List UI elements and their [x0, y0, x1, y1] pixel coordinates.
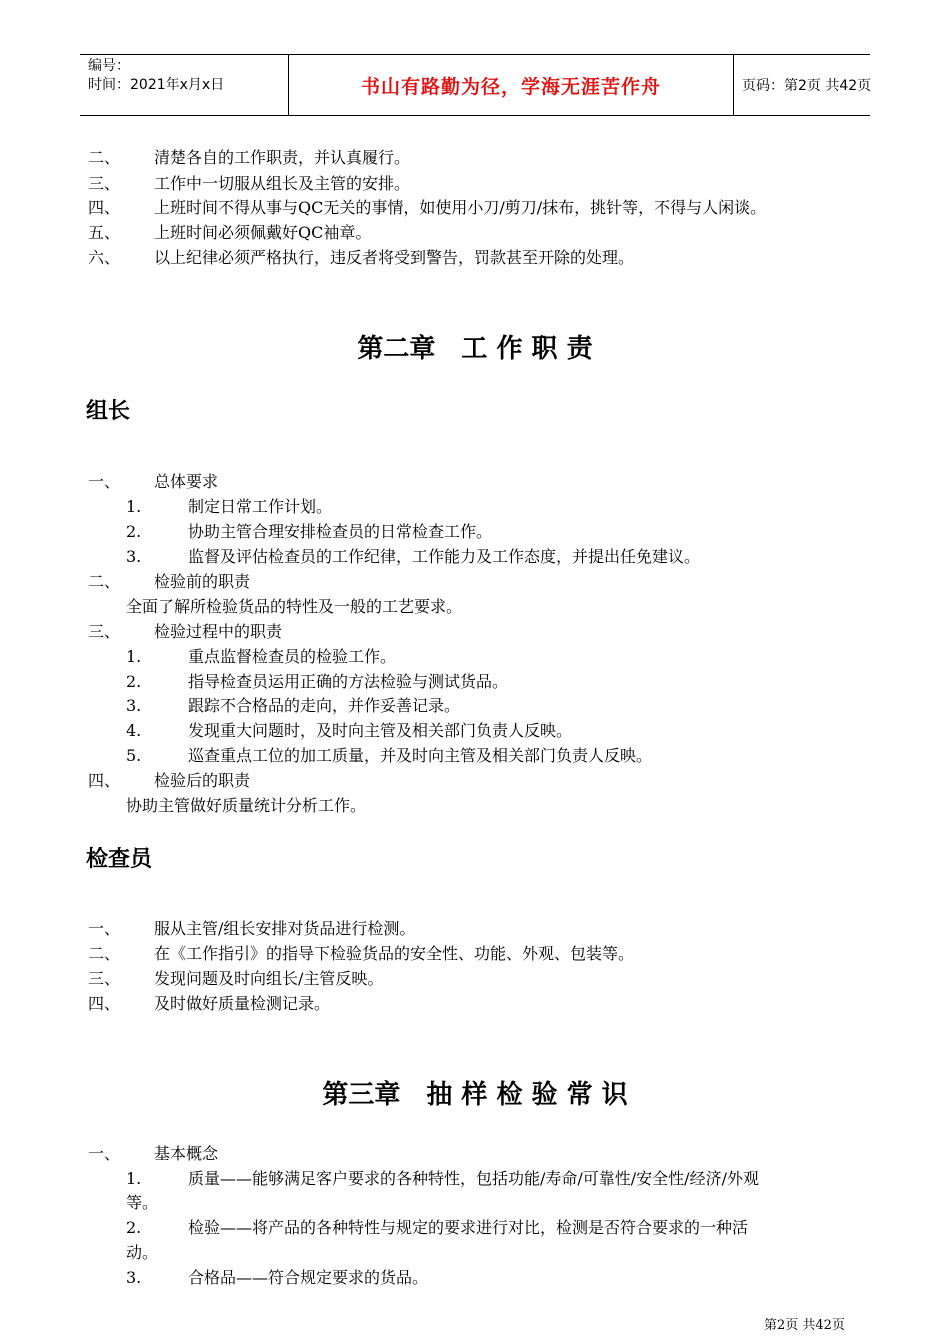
page-footer: 第2页 共42页: [764, 1318, 845, 1333]
header-page-label: 页码：第2页 共42页: [742, 78, 872, 94]
header-motto: 书山有路勤为径，学海无涯苦作舟: [288, 55, 734, 115]
chapter-2-title: 第二章 工 作 职 责: [357, 334, 593, 364]
header-meta: [88, 55, 286, 117]
section-title-leader: 组长: [86, 399, 131, 424]
list-item-continuation: 等。: [126, 1193, 159, 1212]
paragraph: 协助主管做好质量统计分析工作。: [126, 796, 367, 815]
section-title-inspector: 检查员: [86, 847, 153, 872]
page-header: [80, 54, 870, 116]
chapter-3-title: 第三章 抽 样 检 验 常 识: [322, 1080, 628, 1110]
header-time-label: 时间：2021年x月x日: [88, 77, 225, 93]
list-item-continuation: 动。: [126, 1243, 159, 1262]
header-number-label: 编号：: [88, 58, 130, 74]
paragraph: 全面了解所检验货品的特性及一般的工艺要求。: [126, 597, 463, 616]
